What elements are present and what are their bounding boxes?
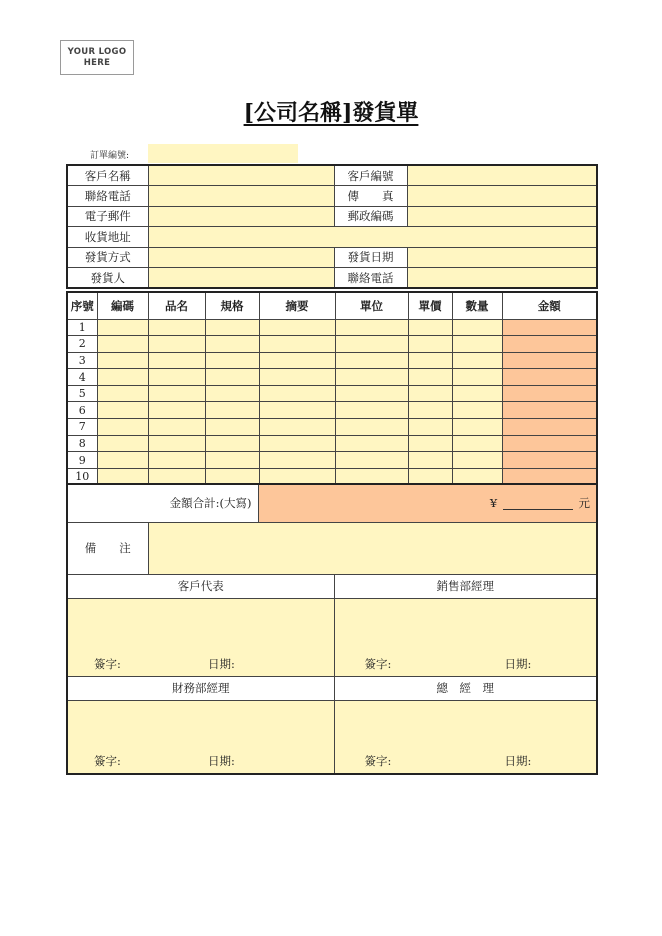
logo-text-line1: YOUR LOGO	[67, 47, 127, 57]
item-name-field[interactable]	[148, 419, 205, 436]
total-row	[67, 484, 597, 522]
currency-symbol: ¥	[489, 496, 498, 511]
item-code-field[interactable]	[97, 336, 148, 353]
info-label: 客戶名稱	[67, 165, 148, 186]
customer-id-field[interactable]	[407, 165, 597, 186]
finance-manager-label: 財務部經理	[67, 676, 334, 700]
customer-info-table	[66, 164, 598, 289]
remarks-field[interactable]	[148, 522, 597, 574]
item-spec-field[interactable]	[205, 419, 259, 436]
item-seq: 1	[67, 319, 97, 336]
remarks-row	[67, 522, 597, 574]
item-name-field[interactable]	[148, 452, 205, 469]
info-label: 聯絡電話	[334, 268, 407, 289]
item-amount-field[interactable]	[502, 435, 597, 452]
item-unit-field[interactable]	[335, 319, 408, 336]
info-label: 郵政編碼	[334, 206, 407, 227]
item-price-field[interactable]	[408, 336, 452, 353]
item-spec-field[interactable]	[205, 402, 259, 419]
info-label: 發貨日期	[334, 247, 407, 268]
item-unit-field[interactable]	[335, 452, 408, 469]
sign-label: 簽字:	[364, 656, 392, 671]
header-amount: 金額	[502, 292, 597, 319]
date-label: 日期:	[504, 754, 532, 768]
item-row	[67, 419, 597, 436]
info-row	[67, 227, 597, 248]
item-seq: 3	[67, 352, 97, 369]
currency-unit: 元	[578, 496, 591, 511]
item-qty-field[interactable]	[452, 319, 502, 336]
item-amount-field[interactable]	[502, 402, 597, 419]
fax-field[interactable]	[407, 186, 597, 207]
item-summary-field[interactable]	[259, 419, 335, 436]
item-code-field[interactable]	[97, 369, 148, 386]
item-seq: 5	[67, 385, 97, 402]
item-unit-field[interactable]	[335, 402, 408, 419]
info-label: 聯絡電話	[67, 186, 148, 207]
item-qty-field[interactable]	[452, 452, 502, 469]
total-amount-line	[503, 509, 573, 510]
item-amount-field[interactable]	[502, 369, 597, 386]
info-label: 客戶編號	[334, 165, 407, 186]
summary-table	[66, 483, 598, 775]
logo-text-line2: HERE	[83, 58, 111, 68]
item-summary-field[interactable]	[259, 435, 335, 452]
general-manager-label: 總 經 理	[334, 676, 597, 700]
item-summary-field[interactable]	[259, 336, 335, 353]
total-label: 金額合計:(大寫)	[67, 484, 258, 522]
item-price-field[interactable]	[408, 352, 452, 369]
shipper-field[interactable]	[148, 268, 334, 289]
items-header-row	[67, 292, 597, 319]
item-row	[67, 336, 597, 353]
item-code-field[interactable]	[97, 419, 148, 436]
item-name-field[interactable]	[148, 352, 205, 369]
sales-manager-signature-field[interactable]	[334, 598, 597, 676]
order-number-field[interactable]	[148, 144, 298, 163]
items-table	[66, 291, 598, 486]
item-code-field[interactable]	[97, 402, 148, 419]
item-spec-field[interactable]	[205, 385, 259, 402]
item-price-field[interactable]	[408, 402, 452, 419]
shipping-date-field[interactable]	[407, 247, 597, 268]
item-name-field[interactable]	[148, 385, 205, 402]
item-seq: 4	[67, 369, 97, 386]
finance-manager-signature-field[interactable]	[67, 700, 334, 774]
header-product-name: 品名	[148, 292, 205, 319]
item-name-field[interactable]	[148, 369, 205, 386]
item-code-field[interactable]	[97, 435, 148, 452]
item-seq: 9	[67, 452, 97, 469]
header-quantity: 數量	[452, 292, 502, 319]
item-summary-field[interactable]	[259, 319, 335, 336]
header-code: 編碼	[97, 292, 148, 319]
item-summary-field[interactable]	[259, 352, 335, 369]
header-unit-price: 單價	[408, 292, 452, 319]
item-summary-field[interactable]	[259, 402, 335, 419]
item-summary-field[interactable]	[259, 385, 335, 402]
item-unit-field[interactable]	[335, 435, 408, 452]
item-row	[67, 435, 597, 452]
info-label: 傳 真	[334, 186, 407, 207]
item-row	[67, 319, 597, 336]
date-label: 日期:	[208, 656, 235, 671]
page-title: [公司名稱]發貨單	[243, 100, 419, 126]
item-amount-field[interactable]	[502, 336, 597, 353]
item-row	[67, 352, 597, 369]
item-unit-field[interactable]	[335, 336, 408, 353]
info-label: 收貨地址	[67, 227, 148, 248]
signature-row	[67, 598, 597, 676]
item-seq: 2	[67, 336, 97, 353]
customer-name-field[interactable]	[148, 165, 334, 186]
general-manager-signature-field[interactable]	[334, 700, 597, 774]
phone-field[interactable]	[148, 186, 334, 207]
item-qty-field[interactable]	[452, 369, 502, 386]
order-number-label: 訂單編號:	[90, 151, 130, 161]
remarks-label: 備 注	[67, 522, 148, 574]
total-amount-field[interactable]	[258, 484, 597, 522]
item-summary-field[interactable]	[259, 369, 335, 386]
item-summary-field[interactable]	[259, 452, 335, 469]
item-price-field[interactable]	[408, 385, 452, 402]
item-qty-field[interactable]	[452, 419, 502, 436]
item-unit-field[interactable]	[335, 352, 408, 369]
customer-rep-label: 客戶代表	[67, 574, 334, 598]
contact-phone-field[interactable]	[407, 268, 597, 289]
item-spec-field[interactable]	[205, 336, 259, 353]
header-summary: 摘要	[259, 292, 335, 319]
item-amount-field[interactable]	[502, 452, 597, 469]
info-row	[67, 247, 597, 268]
info-row	[67, 206, 597, 227]
header-seq: 序號	[67, 292, 97, 319]
date-label: 日期:	[208, 754, 235, 768]
item-price-field[interactable]	[408, 419, 452, 436]
sales-manager-label: 銷售部經理	[334, 574, 597, 598]
postal-code-field[interactable]	[407, 206, 597, 227]
item-price-field[interactable]	[408, 369, 452, 386]
item-unit-field[interactable]	[335, 369, 408, 386]
sign-label: 簽字:	[364, 754, 392, 768]
shipping-method-field[interactable]	[148, 247, 334, 268]
delivery-address-field[interactable]	[148, 227, 597, 248]
info-label: 電子郵件	[67, 206, 148, 227]
item-unit-field[interactable]	[335, 385, 408, 402]
item-amount-field[interactable]	[502, 319, 597, 336]
item-price-field[interactable]	[408, 435, 452, 452]
item-seq: 7	[67, 419, 97, 436]
item-seq: 6	[67, 402, 97, 419]
item-amount-field[interactable]	[502, 352, 597, 369]
item-code-field[interactable]	[97, 452, 148, 469]
item-spec-field[interactable]	[205, 435, 259, 452]
item-price-field[interactable]	[408, 319, 452, 336]
info-row	[67, 186, 597, 207]
item-code-field[interactable]	[97, 385, 148, 402]
item-qty-field[interactable]	[452, 352, 502, 369]
item-code-field[interactable]	[97, 352, 148, 369]
header-unit: 單位	[335, 292, 408, 319]
item-amount-field[interactable]	[502, 385, 597, 402]
item-code-field[interactable]	[97, 319, 148, 336]
info-row	[67, 268, 597, 289]
item-name-field[interactable]	[148, 402, 205, 419]
item-spec-field[interactable]	[205, 319, 259, 336]
item-qty-field[interactable]	[452, 336, 502, 353]
signature-row	[67, 700, 597, 774]
customer-rep-signature-field[interactable]	[67, 598, 334, 676]
email-field[interactable]	[148, 206, 334, 227]
item-name-field[interactable]	[148, 435, 205, 452]
item-row	[67, 369, 597, 386]
item-spec-field[interactable]	[205, 369, 259, 386]
item-row	[67, 452, 597, 469]
sign-label: 簽字:	[94, 754, 121, 768]
item-amount-field[interactable]	[502, 419, 597, 436]
sign-label: 簽字:	[94, 656, 121, 671]
item-seq: 8	[67, 435, 97, 452]
item-unit-field[interactable]	[335, 419, 408, 436]
item-row	[67, 402, 597, 419]
item-qty-field[interactable]	[452, 435, 502, 452]
item-seq: 10	[67, 468, 97, 485]
item-price-field[interactable]	[408, 452, 452, 469]
item-row	[67, 385, 597, 402]
company-logo-placeholder	[60, 40, 134, 75]
item-qty-field[interactable]	[452, 385, 502, 402]
item-spec-field[interactable]	[205, 452, 259, 469]
item-name-field[interactable]	[148, 319, 205, 336]
date-label: 日期:	[504, 656, 532, 671]
signature-header-row	[67, 676, 597, 700]
info-label: 發貨人	[67, 268, 148, 289]
header-spec: 規格	[205, 292, 259, 319]
item-name-field[interactable]	[148, 336, 205, 353]
info-row	[67, 165, 597, 186]
signature-header-row	[67, 574, 597, 598]
item-qty-field[interactable]	[452, 402, 502, 419]
item-spec-field[interactable]	[205, 352, 259, 369]
info-label: 發貨方式	[67, 247, 148, 268]
